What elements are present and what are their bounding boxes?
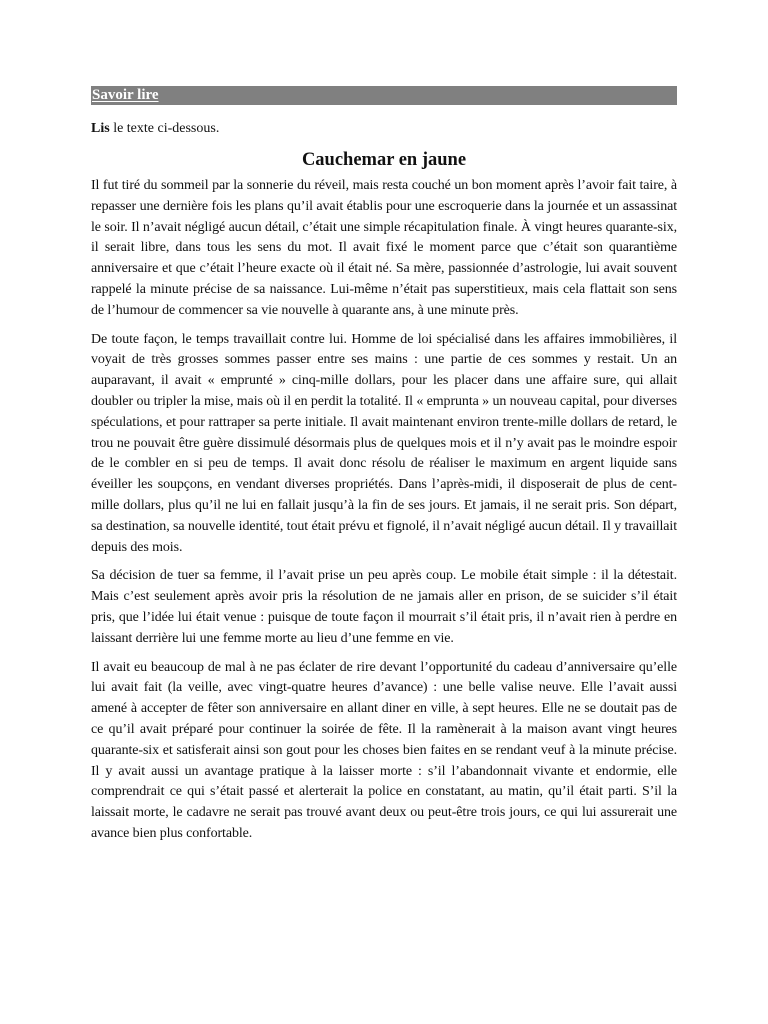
- story-paragraph-1: Il fut tiré du sommeil par la sonnerie du réveil, mais resta couché un bon moment après l’avoir fait taire, à repasser une dernière fois les plans qu’il avait établis pour une escroquerie dans la journée et un assassinat le soir. Il n’avait négligé aucun détail, c’était une simple récapitulation finale. À vingt heures quarante-six, il serait libre, dans tous les sens du mot. Il avait fixé le moment parce que c’était son quarantième anniversaire et que c’était l’heure exacte où il était né. Sa mère, passionnée d’astrologie, lui avait souvent rappelé la minute précise de sa naissance. Lui-même n’était pas superstitieux, mais cela flattait son sens de l’humour de commencer sa vie nouvelle à quarante ans, à une minute près.: [91, 178, 677, 318]
- document-page: [91, 86, 677, 853]
- story-paragraph-3: Sa décision de tuer sa femme, il l’avait prise un peu après coup. Le mobile était simple : il la détestait. Mais c’est seulement après avoir pris la résolution de ne jamais aller en prison, de se suicider s’il était pris, que l’idée lui était venue : puisque de toute façon il mourrait s’il était pris, il n’avait rien à perdre en laissant derrière lui une femme morte au lieu d’une femme en vie.: [91, 568, 677, 646]
- instruction-verb: Lis: [91, 121, 110, 136]
- story-paragraph-2: De toute façon, le temps travaillait contre lui. Homme de loi spécialisé dans les affaires immobilières, il voyait de très grosses sommes passer entre ses mains : une partie de ces sommes y restait. Un an auparavant, il avait « emprunté » cinq-mille dollars, pour les placer dans une affaire sure, qui allait doubler ou tripler la mise, mais où il en perdit la totalité. Il « emprunta » un nouveau capital, pour diverses spéculations, et pour rattraper sa perte initiale. Il avait maintenant environ trente-mille dollars de retard, le trou ne pouvait être guère dissimulé désormais plus de quelques mois et il n’y avait pas le moindre espoir de le combler en si peu de temps. Il avait donc résolu de réaliser le maximum en argent liquide sans éveiller les soupçons, en vendant diverses propriétés. Dans l’après-midi, il disposerait de plus de cent-mille dollars, plus qu’il ne lui en fallait jusqu’à la fin de ses jours. Et jamais, il ne serait pris. Son départ, sa destination, sa nouvelle identité, tout était prévu et fignolé, il n’avait négligé aucun détail. Il y travaillait depuis des mois.: [91, 331, 677, 555]
- story-title: Cauchemar en jaune: [301, 150, 467, 170]
- section-header: [91, 86, 677, 105]
- instruction-text: le texte ci-dessous.: [109, 121, 220, 136]
- story-paragraph-4: Il avait eu beaucoup de mal à ne pas éclater de rire devant l’opportunité du cadeau d’anniversaire qu’elle lui avait fait (la veille, avec vingt-quatre heures d’avance) : une belle valise neuve. Elle l’avait aussi amené à accepter de fêter son anniversaire en allant diner en ville, à sept heures. Elle ne se doutait pas de ce qu’il avait préparé pour continuer la soirée de fête. Il la ramènerait à la maison avant vingt heures quarante-six et satisferait ainsi son gout pour les choses bien faites en se rendant veuf à la minute précise. Il y avait aussi un avantage pratique à la laisser morte : s’il l’abandonnait vivante et endormie, elle comprendrait ce qui s’était passé et alerterait la police en constatant, au matin, qu’il était parti. S’il la laissait morte, le cadavre ne serait pas trouvé avant deux ou peut-être trois jours, ce qui lui assurerait une avance bien plus confortable.: [91, 659, 677, 841]
- section-header-label: Savoir lire: [92, 87, 159, 103]
- instruction-line: [91, 120, 677, 137]
